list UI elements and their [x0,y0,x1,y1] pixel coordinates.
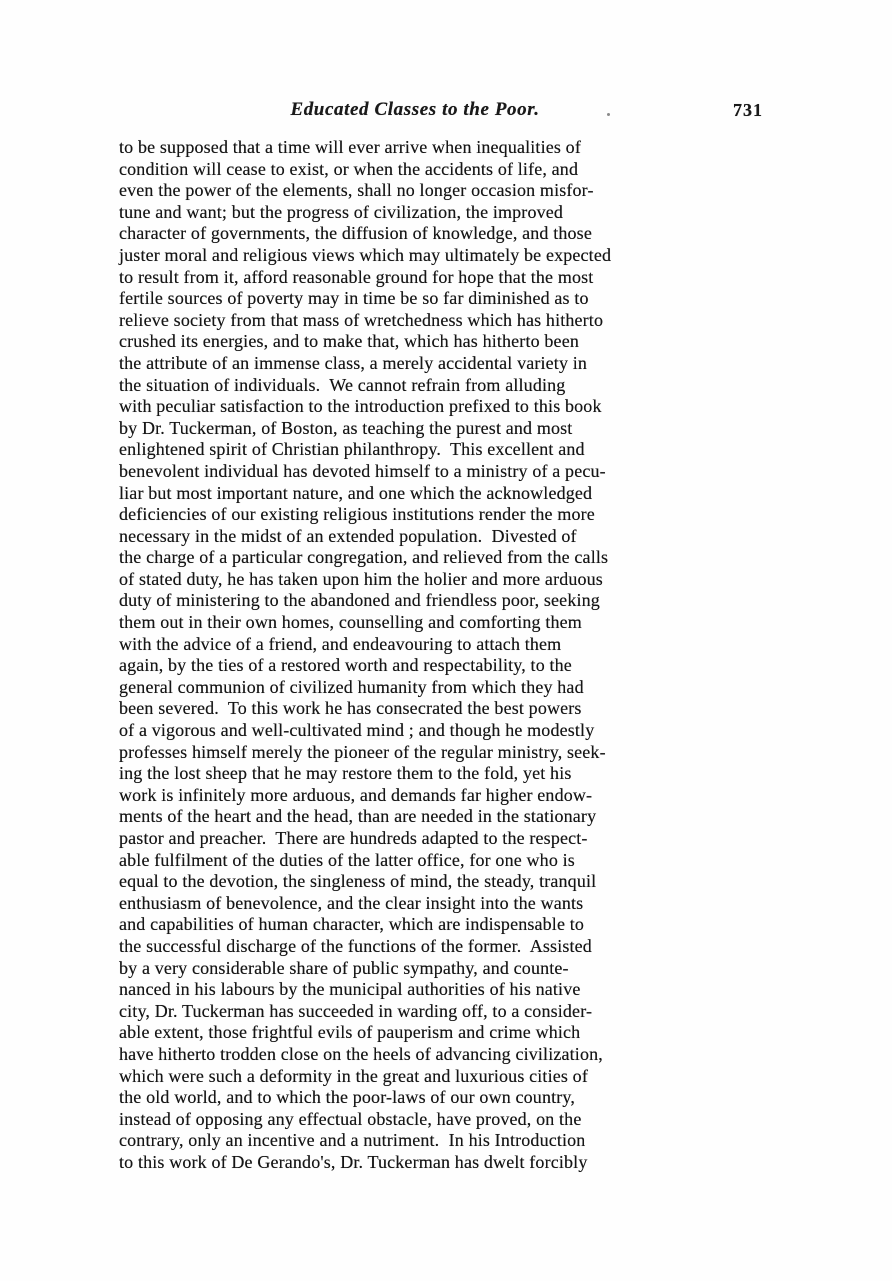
body-text-line: have hitherto trodden close on the heels of advancing civilization, [119,1043,603,1064]
body-text-line: to result from it, afford reasonable ground for hope that the most [119,266,594,287]
body-text-line: to be supposed that a time will ever arrive when inequalities of [119,137,581,157]
body-text-line: crushed its energies, and to make that, which has hitherto been [119,331,579,352]
running-header [119,99,771,123]
body-text-line: which were such a deformity in the great and luxurious cities of [119,1065,588,1086]
body-text-line: enthusiasm of benevolence, and the clear insight into the wants [119,892,584,913]
body-text-line: by a very considerable share of public sympathy, and counte- [119,957,569,978]
body-text-line: work is infinitely more arduous, and demands far higher endow- [119,784,593,805]
body-text-line: even the power of the elements, shall no longer occasion misfor- [119,180,594,201]
body-text-line: equal to the devotion, the singleness of mind, the steady, tranquil [119,871,597,892]
body-text-line: nanced in his labours by the municipal authorities of his native [119,979,581,1000]
body-text-line: instead of opposing any effectual obstacle, have proved, on the [119,1108,582,1129]
body-text-line: ments of the heart and the head, than are needed in the stationary [119,806,597,827]
body-text-line: enlightened spirit of Christian philanthropy. This excellent and [119,439,585,460]
body-text-line: the old world, and to which the poor-laws of our own country, [119,1087,576,1108]
body-text-line: of stated duty, he has taken upon him the holier and more arduous [119,568,603,589]
body-text-line: general communion of civilized humanity from which they had [119,676,584,697]
body-text-line: condition will cease to exist, or when the accidents of life, and [119,158,579,179]
body-text-line: fertile sources of poverty may in time be so far diminished as to [119,288,589,309]
page-title: Educated Classes to the Poor. [290,99,540,120]
body-text-line: able fulfilment of the duties of the latter office, for one who is [119,849,575,870]
body-text-line: necessary in the midst of an extended population. Divested of [119,525,577,546]
page-number: 731 [733,100,763,120]
body-text-line: tune and want; but the progress of civilization, the improved [119,201,564,222]
body-text-line: again, by the ties of a restored worth and respectability, to the [119,655,572,676]
body-text-line: able extent, those frightful evils of pauperism and crime which [119,1022,581,1043]
body-text-line: by Dr. Tuckerman, of Boston, as teaching the purest and most [119,417,573,438]
body-text-line: the successful discharge of the functions of the former. Assisted [119,935,592,956]
body-text-line: been severed. To this work he has consecrated the best powers [119,698,582,719]
body-text-line: contrary, only an incentive and a nutriment. In his Introduction [119,1130,586,1151]
body-text-line: relieve society from that mass of wretchedness which has hitherto [119,309,604,330]
body-text-line: pastor and preacher. There are hundreds adapted to the respect- [119,828,588,848]
body-text-line: to this work of De Gerando's, Dr. Tuckerman has dwelt forcibly [119,1151,588,1172]
body-text-line: professes himself merely the pioneer of the regular ministry, seek- [119,741,606,762]
body-text-line: the situation of individuals. We cannot refrain from alluding [119,374,566,395]
body-text-line: of a vigorous and well-cultivated mind ; and though he modestly [119,720,595,741]
ink-speck [607,113,610,116]
body-text-line: character of governments, the diffusion of knowledge, and those [119,223,592,244]
body-text-line: with the advice of a friend, and endeavouring to attach them [119,633,562,654]
body-text-line: them out in their own homes, counselling and comforting them [119,612,582,633]
body-text-line: benevolent individual has devoted himself to a ministry of a pecu- [119,460,606,481]
body-text-line: and capabilities of human character, which are indispensable to [119,914,585,935]
body-text-line: juster moral and religious views which may ultimately be expected [119,244,612,265]
body-text-line: city, Dr. Tuckerman has succeeded in warding off, to a consider- [119,1000,593,1021]
body-text [119,137,771,1174]
body-text-line: with peculiar satisfaction to the introduction prefixed to this book [119,396,602,417]
body-text-line: duty of ministering to the abandoned and friendless poor, seeking [119,590,600,611]
body-text-line: the attribute of an immense class, a merely accidental variety in [119,352,588,373]
body-text-line: the charge of a particular congregation, and relieved from the calls [119,547,609,568]
body-text-line: ing the lost sheep that he may restore them to the fold, yet his [119,763,572,784]
body-text-line: liar but most important nature, and one which the acknowledged [119,482,593,503]
body-text-line: deficiencies of our existing religious institutions render the more [119,504,595,525]
